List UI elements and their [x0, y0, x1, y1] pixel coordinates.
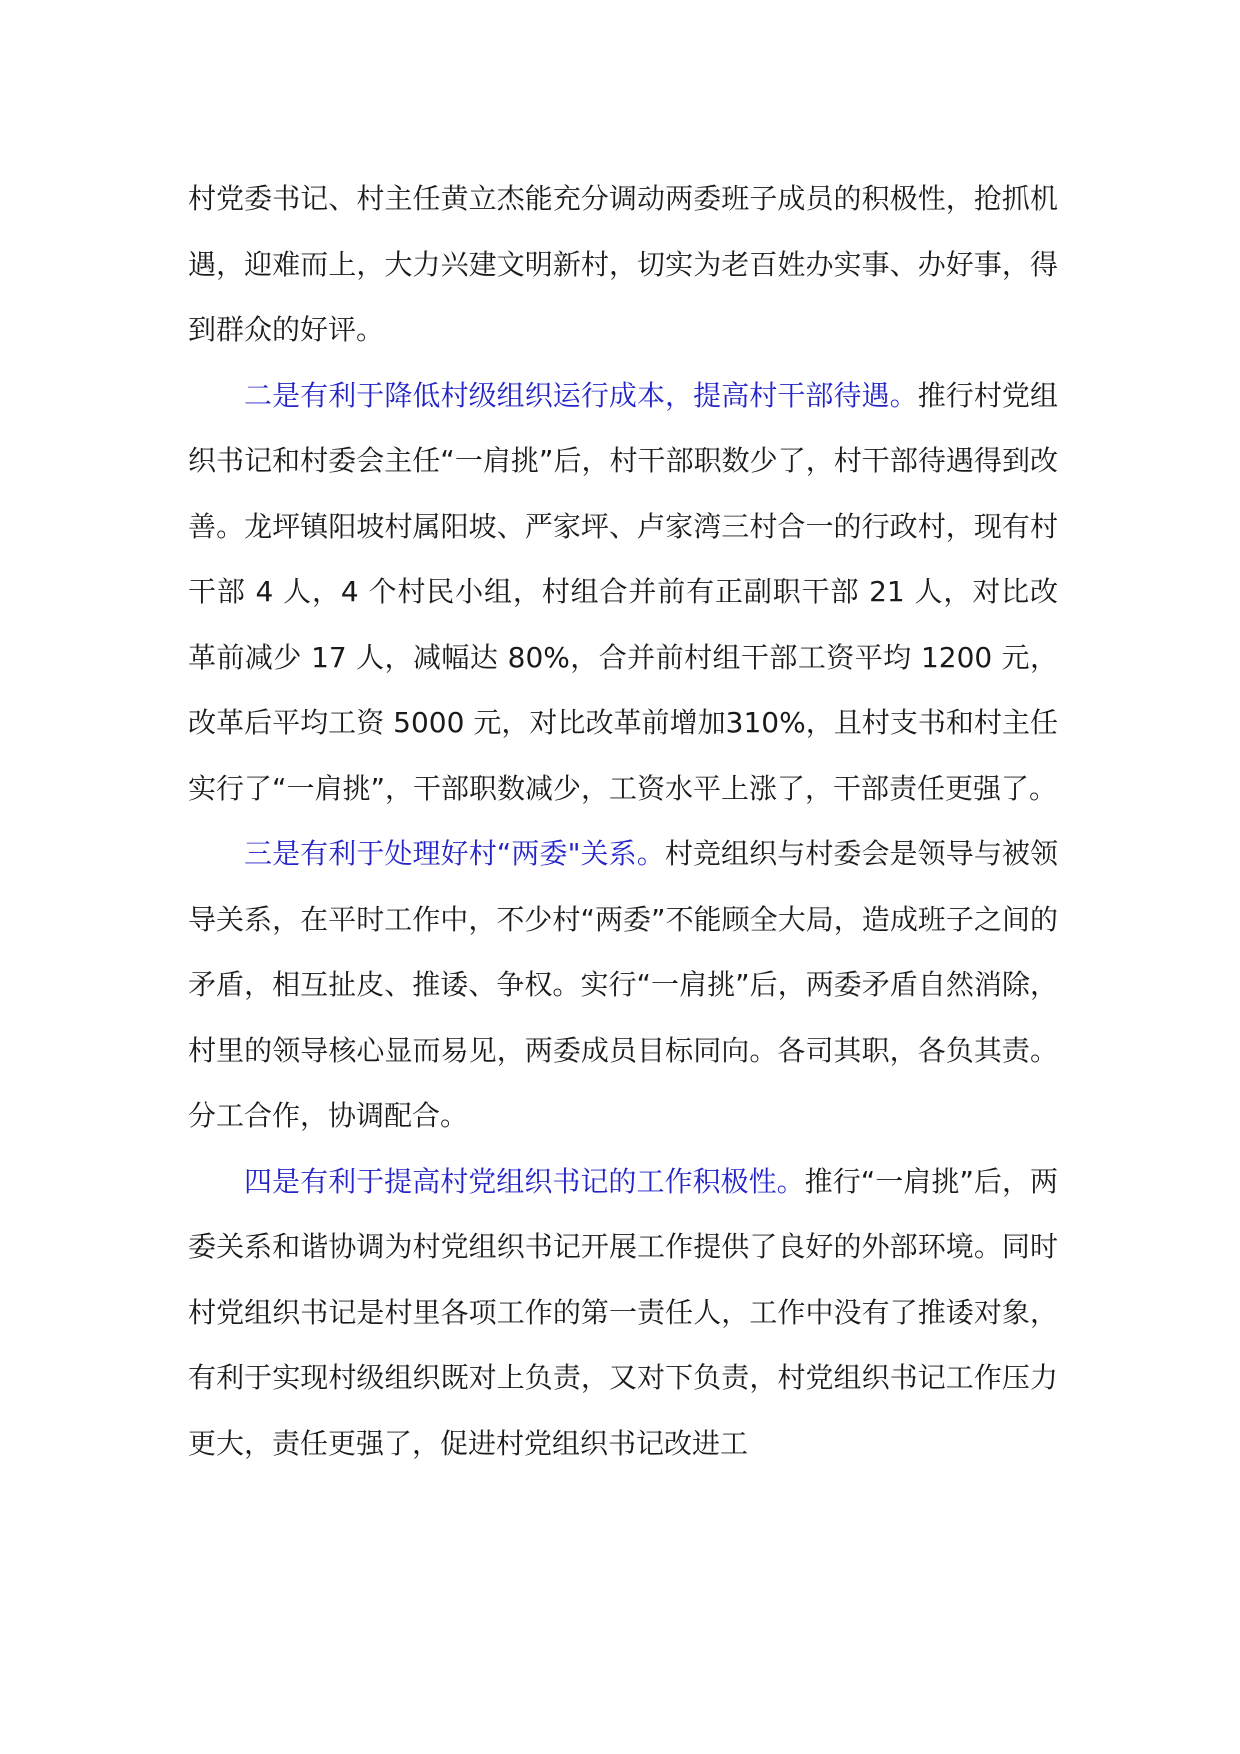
paragraph-body: 村党委书记、村主任黄立杰能充分调动两委班子成员的积极性，抢抓机遇，迎难而上，大力兴建文明新村，切实为老百姓办实事、办好事，得到群众的好评。 [188, 182, 1058, 346]
paragraph-heading: 四是有利于提高村党组织书记的工作积极性。 [244, 1164, 805, 1198]
paragraph-continuation [188, 166, 1058, 363]
paragraph-heading: 二是有利于降低村级组织运行成本，提高村干部待遇。 [244, 378, 918, 412]
paragraph-body: 推行“一肩挑”后，两委关系和谐协调为村党组织书记开展工作提供了良好的外部环境。同时村党组织书记是村里各项工作的第一责任人，工作中没有了推诿对象，有利于实现村级组织既对上负责，又对下负责，村党组织书记工作压力更大，责任更强了，促进村党组织书记改进工 [188, 1164, 1058, 1460]
paragraph-point-four [188, 1149, 1058, 1477]
document-body [188, 166, 1058, 1476]
paragraph-point-three [188, 821, 1058, 1149]
paragraph-heading: 三是有利于处理好村“两委"关系。 [244, 837, 665, 870]
paragraph-body: 推行村党组织书记和村委会主任“一肩挑”后，村干部职数少了，村干部待遇得到改善。龙坪镇阳坡村属阳坡、严家坪、卢家湾三村合一的行政村，现有村干部 4 人，4 个村民小组，村组合并前有正副职干部 21 人，对比改革前减少 17 人，减幅达 80%，合并前村组干部工资平均 1200 元，改革后平均工资 5000 元，对比改革前增加310%，且村支书和村主任实行了“一肩挑”，干部职数减少，工资水平上涨了，干部责任更强了。 [188, 378, 1058, 805]
paragraph-body: 村竞组织与村委会是领导与被领导关系，在平时工作中，不少村“两委”不能顾全大局，造成班子之间的矛盾，相互扯皮、推诿、争权。实行“一肩挑”后，两委矛盾自然消除，村里的领导核心显而易见，两委成员目标同向。各司其职，各负其责。分工合作，协调配合。 [188, 837, 1058, 1132]
paragraph-point-two [188, 363, 1058, 822]
